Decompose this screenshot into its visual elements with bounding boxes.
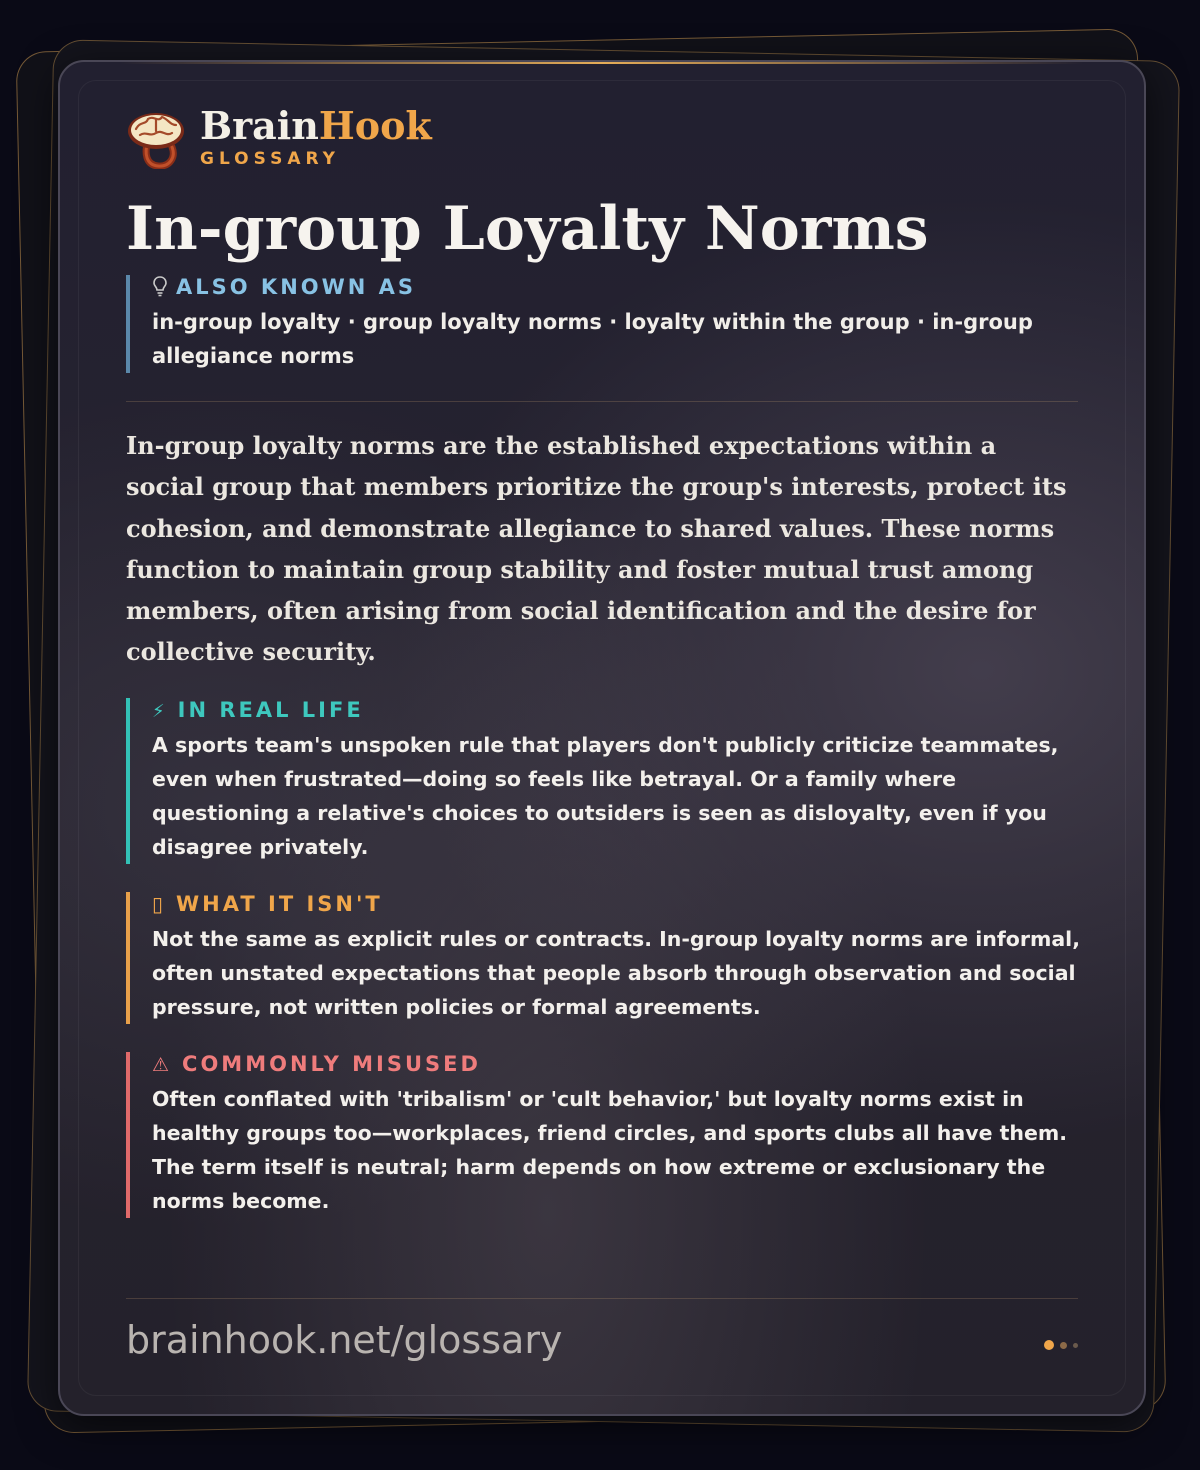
header-divider (126, 401, 1078, 402)
brand-name (200, 103, 432, 148)
definition-text: In-group loyalty norms are the established expectations within a social group that members prioritize the group's interests, protect its cohesion, and demonstrate allegiance to shared values. These norms function to maintain group stability and foster mutual trust among members, often arising from social identification and the desire for collective security. (126, 431, 1067, 667)
page-indicator-dots (1038, 1340, 1078, 1350)
glossary-card (58, 60, 1146, 1416)
card-top-glow (120, 62, 1084, 64)
section-heading (152, 892, 1092, 916)
section-heading-text: WHAT IT ISN'T (176, 892, 383, 916)
term-title: In-group Loyalty Norms (126, 194, 929, 264)
page-dot (1060, 1342, 1067, 1349)
section-text: Not the same as explicit rules or contracts. In-group loyalty norms are informal, often unstated expectations that people absorb through observation and social pressure, not written policies or formal agreements. (152, 927, 1080, 1019)
also-known-as-heading (152, 275, 1092, 299)
footer-divider (126, 1298, 1078, 1299)
brand-subtitle: GLOSSARY (200, 149, 340, 169)
brand-header (126, 103, 432, 169)
missing-glyph-icon: ▯ (152, 892, 167, 916)
section-text: A sports team's unspoken rule that players don't publicly criticize teammates, even when frustrated—doing so feels like betrayal. Or a family where questioning a relative's choices to outsiders is seen as disloyalty, even if you disagree privately. (152, 733, 1059, 859)
also-known-as-block (126, 275, 1092, 373)
page-dot-active (1044, 1340, 1054, 1350)
section-heading-text: COMMONLY MISUSED (182, 1052, 481, 1076)
section-in-real-life (126, 698, 1092, 864)
brain-hook-icon (126, 107, 186, 169)
brand-text (200, 103, 432, 169)
brand-name-hook: Hook (318, 103, 432, 148)
warning-icon: ⚠ (152, 1054, 173, 1076)
lightning-icon: ⚡ (152, 701, 168, 722)
also-known-as-heading-text: ALSO KNOWN AS (176, 275, 417, 299)
lightbulb-icon (152, 275, 168, 297)
section-heading (152, 698, 1092, 722)
section-text: Often conflated with 'tribalism' or 'cult behavior,' but loyalty norms exist in healthy groups too—workplaces, friend circles, and sports clubs all have them. The term itself is neutral; harm depends on how extreme or exclusionary the norms become. (152, 1087, 1068, 1213)
section-heading (152, 1052, 1092, 1076)
page-dot (1073, 1343, 1078, 1348)
section-commonly-misused (126, 1052, 1092, 1218)
section-what-it-isnt (126, 892, 1092, 1024)
brand-name-brain: Brain (200, 103, 319, 148)
also-known-as-text: in-group loyalty · group loyalty norms · loyalty within the group · in-group allegiance norms (152, 310, 1033, 368)
footer-url-link[interactable]: brainhook.net/glossary (126, 1318, 563, 1362)
section-heading-text: IN REAL LIFE (177, 698, 364, 722)
